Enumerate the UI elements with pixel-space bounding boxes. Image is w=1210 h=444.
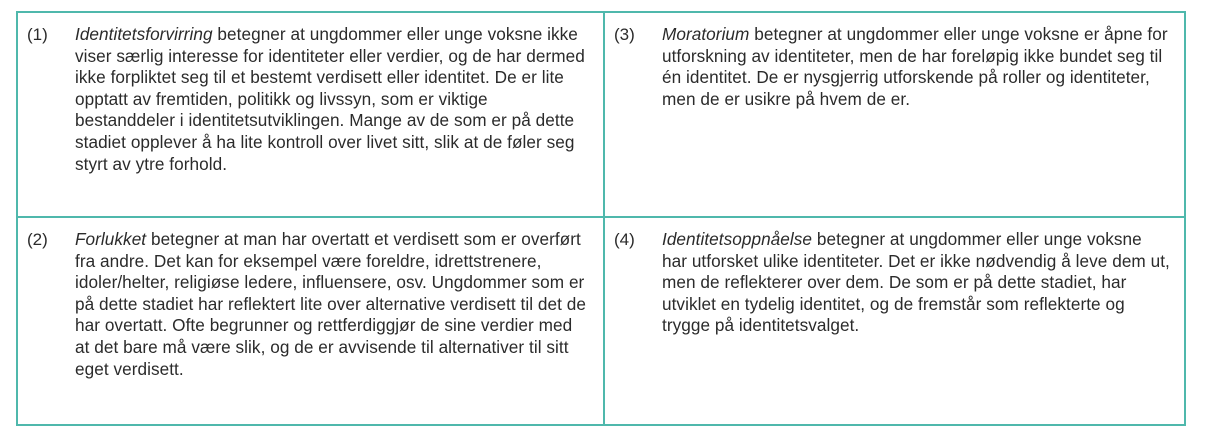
cell-text — [75, 229, 589, 380]
cell-text — [662, 24, 1170, 110]
cell-description: betegner at ungdommer eller unge voksne har utforsket ulike identiteter. Det er ikke nødvendig å leve dem ut, men de reflekterer over dem. De som er på dette stadiet, har utviklet en tydelig identitet, og de fremstår som reflekterte og trygge på identitetsvalget. — [662, 229, 1170, 336]
cell-description: betegner at ungdommer eller unge voksne er åpne for utforskning av identiteter, men de har foreløpig ikke bundet seg til én identitet. De er nysgjerrig utforskende på roller og identiteter, men de er usikre på hvem de er. — [662, 24, 1168, 109]
cell-number: (1) — [27, 25, 48, 44]
table-cell-4 — [603, 216, 1184, 424]
cell-term: Identitetsoppnåelse — [662, 229, 813, 249]
cell-description: betegner at man har overtatt et verdisett som er overført fra andre. Det kan for eksempel være foreldre, idrettstrenere, idoler/helter, religiøse ledere, influensere, osv. Ungdommer som er på dette stadiet har reflektert lite over alternative verdisett til det de har overtatt. Ofte begrunner og rettferdiggjør de sine verdier med at det bare må være slik, og de er avvisende til alternativer til sitt eget verdisett. — [75, 229, 586, 379]
cell-number: (3) — [614, 25, 635, 44]
cell-description: betegner at ungdommer eller unge voksne ikke viser særlig interesse for identiteter eller verdier, og de har dermed ikke forpliktet seg til et bestemt verdisett eller identitet. De er lite opptatt av fremtiden, politikk og livssyn, som er viktige bestanddeler i identitetsutviklingen. Mange av de som er på dette stadiet opplever å ha lite kontroll over livet sitt, slik at de føler seg styrt av ytre forhold. — [75, 24, 585, 174]
cell-number: (4) — [614, 230, 635, 249]
identity-status-table — [16, 11, 1186, 426]
cell-term: Forlukket — [75, 229, 147, 249]
cell-text — [75, 24, 589, 175]
table-cell-1 — [18, 13, 603, 216]
cell-text — [662, 229, 1170, 337]
table-cell-2 — [18, 216, 603, 424]
table-cell-3 — [603, 13, 1184, 216]
cell-term: Moratorium — [662, 24, 750, 44]
cell-number: (2) — [27, 230, 48, 249]
cell-term: Identitetsforvirring — [75, 24, 213, 44]
